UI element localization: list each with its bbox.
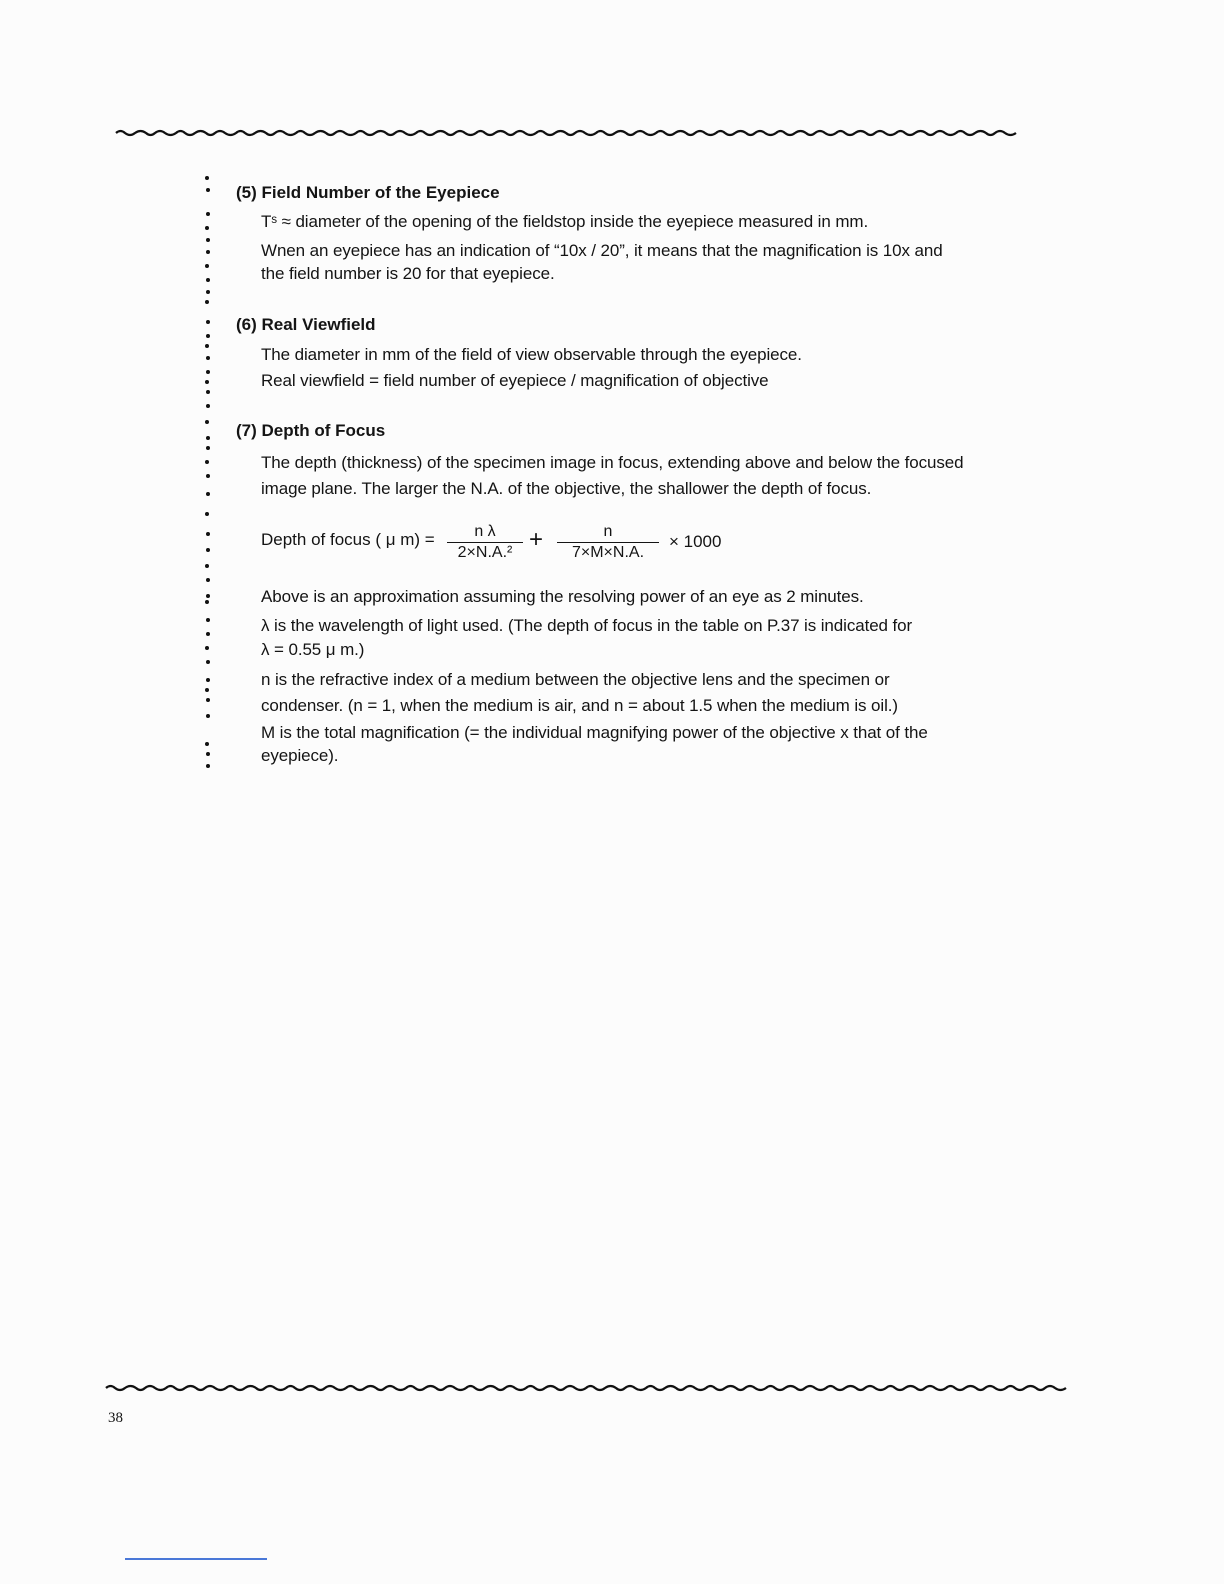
binding-dot	[205, 380, 209, 384]
section-5-line-3: the field number is 20 for that eyepiece.	[261, 264, 555, 283]
binding-dot	[206, 188, 210, 192]
note-line-3: λ = 0.55 μ m.)	[261, 640, 365, 659]
section-6-line-1: The diameter in mm of the field of view observable through the eyepiece.	[261, 345, 802, 364]
binding-dot	[206, 594, 210, 598]
binding-dot	[205, 226, 209, 230]
binding-dot	[206, 618, 210, 622]
fraction-1-denominator: 2×N.A.²	[457, 544, 513, 561]
note-line-5: condenser. (n = 1, when the medium is air, and n = about 1.5 when the medium is oil.)	[261, 696, 898, 715]
binding-dot	[205, 688, 209, 692]
times-factor: × 1000	[669, 532, 722, 551]
binding-dot	[206, 660, 210, 664]
binding-dot	[206, 356, 210, 360]
section-7-heading: (7) Depth of Focus	[236, 421, 386, 440]
binding-dot	[206, 492, 210, 496]
section-5-line-1: Tˢ ≈ diameter of the opening of the fieldstop inside the eyepiece measured in mm.	[261, 212, 869, 231]
section-6-line-2: Real viewfield = field number of eyepiece / magnification of objective	[261, 371, 769, 390]
binding-dot	[205, 344, 209, 348]
fraction-2	[557, 522, 659, 563]
binding-dot	[206, 632, 210, 636]
binding-dot	[206, 436, 210, 440]
plus-sign: +	[529, 526, 544, 553]
section-5-line-2: Wnen an eyepiece has an indication of “10x / 20”, it means that the magnification is 10x and	[261, 241, 943, 260]
section-7-line-2: image plane. The larger the N.A. of the objective, the shallower the depth of focus.	[261, 479, 872, 498]
binding-dot	[205, 646, 209, 650]
binding-dot	[206, 320, 210, 324]
note-line-1: Above is an approximation assuming the resolving power of an eye as 2 minutes.	[261, 587, 864, 606]
binding-dot	[205, 300, 209, 304]
fraction-1-numerator: n λ	[474, 523, 496, 540]
note-line-6: M is the total magnification (= the individual magnifying power of the objective x that of the	[261, 723, 928, 742]
binding-dot	[206, 714, 210, 718]
binding-dot	[206, 238, 210, 242]
binding-dot	[206, 698, 210, 702]
binding-dot	[206, 764, 210, 768]
binding-dot	[206, 548, 210, 552]
binding-dots	[0, 0, 240, 800]
binding-dot	[206, 212, 210, 216]
fraction-2-numerator: n	[603, 523, 613, 540]
note-line-7: eyepiece).	[261, 746, 339, 765]
note-line-4: n is the refractive index of a medium between the objective lens and the specimen or	[261, 670, 890, 689]
fraction-2-denominator: 7×M×N.A.	[571, 544, 645, 561]
binding-dot	[206, 678, 210, 682]
note-line-2: λ is the wavelength of light used. (The depth of focus in the table on P.37 is indicated for	[261, 616, 913, 635]
binding-dot	[205, 460, 209, 464]
binding-dot	[206, 278, 210, 282]
binding-dot	[206, 532, 210, 536]
bottom-decorative-rule	[0, 1376, 1224, 1396]
binding-dot	[205, 264, 209, 268]
binding-dot	[206, 334, 210, 338]
binding-dot	[206, 370, 210, 374]
binding-dot	[206, 404, 210, 408]
binding-dot	[205, 420, 209, 424]
section-7-line-1: The depth (thickness) of the specimen image in focus, extending above and below the focused	[261, 453, 964, 472]
binding-dot	[205, 742, 209, 746]
section-6-heading: (6) Real Viewfield	[236, 315, 376, 334]
fraction-1	[447, 522, 523, 563]
formula-label: Depth of focus ( μ m) =	[261, 530, 435, 549]
binding-dot	[205, 512, 209, 516]
binding-dot	[206, 390, 210, 394]
binding-dot	[206, 250, 210, 254]
bottom-blue-line	[125, 1558, 267, 1560]
binding-dot	[205, 564, 209, 568]
binding-dot	[206, 578, 210, 582]
binding-dot	[206, 752, 210, 756]
binding-dot	[206, 446, 210, 450]
binding-dot	[206, 290, 210, 294]
binding-dot	[205, 600, 209, 604]
page-number: 38	[108, 1410, 123, 1426]
depth-of-focus-formula	[261, 520, 781, 570]
section-5-heading: (5) Field Number of the Eyepiece	[236, 183, 500, 202]
binding-dot	[205, 176, 209, 180]
binding-dot	[206, 474, 210, 478]
